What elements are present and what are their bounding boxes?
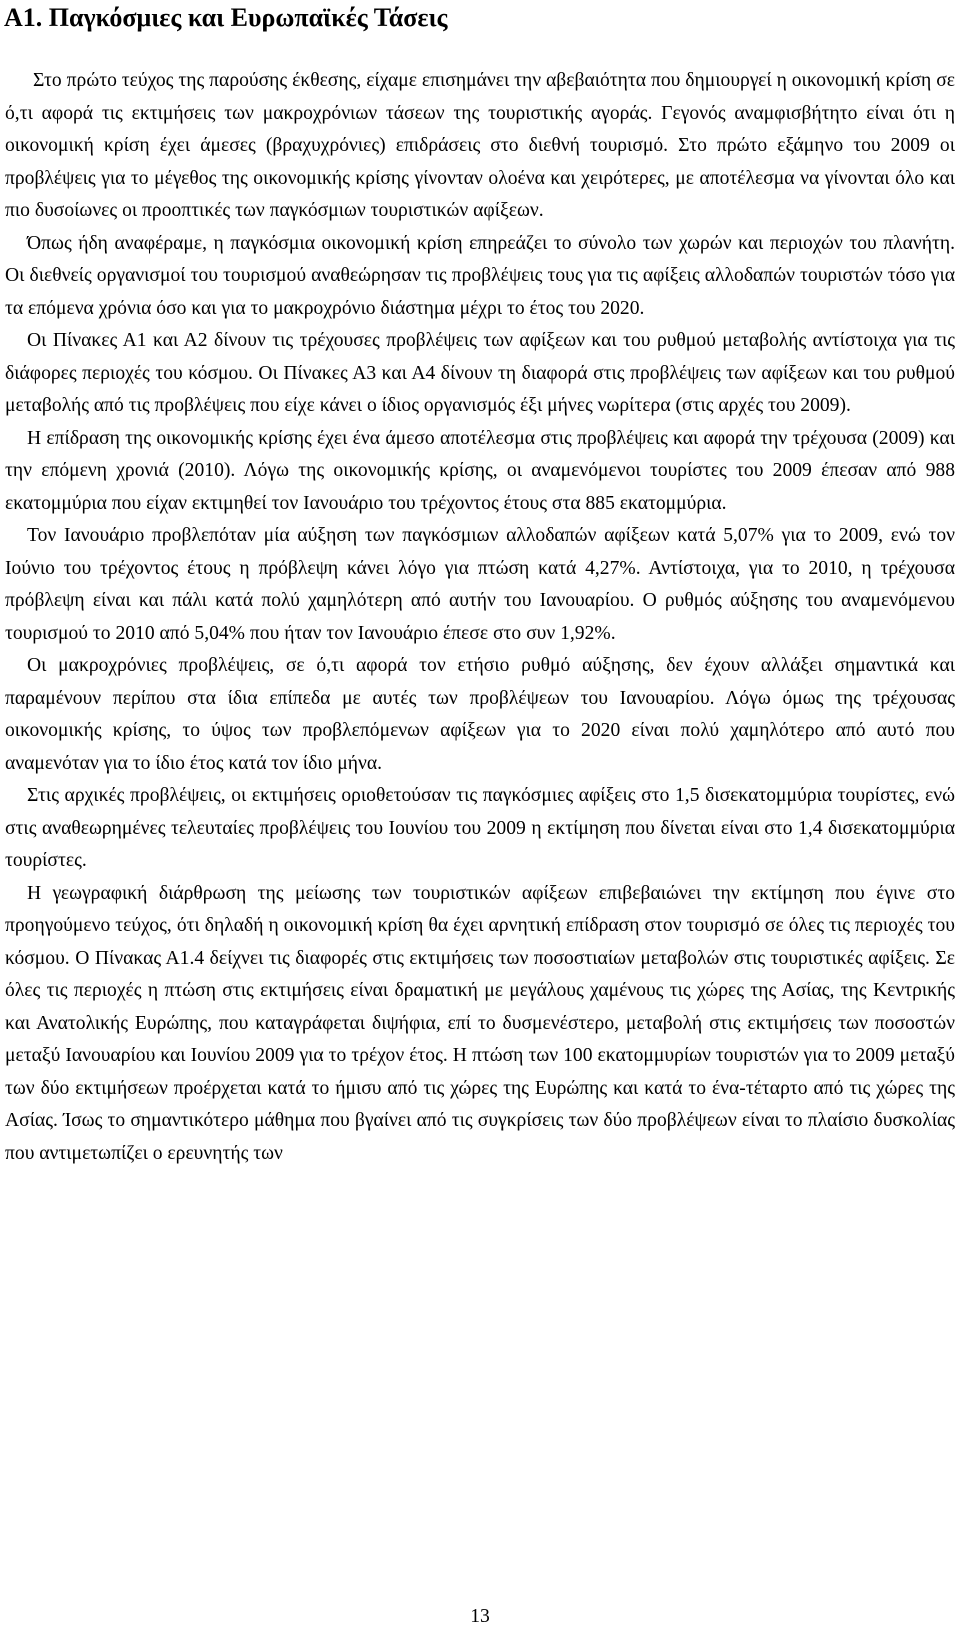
paragraph-initial-forecast: Στις αρχικές προβλέψεις, οι εκτιμήσεις οριοθετούσαν τις παγκόσμιες αφίξεις στο 1,5 δισεκατομμύρια τουρίστες, ενώ στις αναθεωρημένες τελευταίες προβλέψεις του Ιουνίου του 2009 η εκτίμηση που δίνεται είναι στο 1,4 δισεκατομμύρια τουρίστες. bbox=[5, 785, 955, 871]
paragraph-tables-reference: Οι Πίνακες Α1 και Α2 δίνουν τις τρέχουσες προβλέψεις των αφίξεων και του ρυθμού μεταβολής αντίστοιχα για τις διάφορες περιοχές του κόσμου. Οι Πίνακες Α3 και Α4 δίνουν τη διαφορά στις προβλέψεις των αφίξεων και του ρυθμού μεταβολής από τις προβλέψεις που είχε κάνει ο ίδιος οργανισμός έξι μήνες νωρίτερα (στις αρχές του 2009). bbox=[5, 330, 955, 416]
page-number: 13 bbox=[470, 1606, 490, 1627]
body-text bbox=[5, 65, 955, 1170]
paragraph-geographic-structure: Η γεωγραφική διάρθρωση της μείωσης των τουριστικών αφίξεων επιβεβαιώνει την εκτίμηση που έγινε στο προηγούμενο τεύχος, ότι δηλαδή η οικονομική κρίση θα έχει αρνητική επίδραση στον τουρισμό σε όλες τις περιοχές του κόσμου. Ο Πίνακας Α1.4 δείχνει τις διαφορές στις εκτιμήσεις των ποσοστιαίων μεταβολών στις τουριστικές αφίξεις. Σε όλες τις περιοχές η πτώση στις εκτιμήσεις είναι δραματική με μεγάλους χαμένους τις χώρες της Ασίας, της Κεντρικής και Ανατολικής Ευρώπης, που καταγράφεται διψήφια, επί το δυσμενέστερο, μεταβολή στις εκτιμήσεις των ποσοστών μεταξύ Ιανουαρίου και Ιουνίου 2009 για το τρέχον έτος. Η πτώση των 100 εκατομμυρίων τουριστών για το 2009 μεταξύ των δύο εκτιμήσεων προέρχεται κατά το ήμισυ από τις χώρες της Ευρώπης και κατά το ένα-τέταρτο από τις χώρες της Ασίας. Ίσως το σημαντικότερο μάθημα που βγαίνει από τις συγκρίσεις των δύο προβλέψεων είναι το πλαίσιο δυσκολίας που αντιμετωπίζει ο ερευνητής των bbox=[5, 882, 955, 1164]
paragraph-intro: Στο πρώτο τεύχος της παρούσης έκθεσης, είχαμε επισημάνει την αβεβαιότητα που δημιουργεί η οικονομική κρίση σε ό,τι αφορά τις εκτιμήσεις των μακροχρόνιων τάσεων της τουριστικής αγοράς. Γεγονός αναμφισβήτητο είναι ότι η οικονομική κρίση έχει άμεσες (βραχυχρόνιες) επιδράσεις στο διεθνή τουρισμό. Στο πρώτο εξάμηνο του 2009 οι προβλέψεις για το μέγεθος της οικονομικής κρίσης γίνονταν ολοένα και χειρότερες, με αποτέλεσμα να γίνονται όλο και πιο δυσοίωνες οι προοπτικές των παγκόσμιων τουριστικών αφίξεων. bbox=[5, 70, 955, 221]
section-heading: Α1. Παγκόσμιες και Ευρωπαϊκές Τάσεις bbox=[4, 3, 448, 32]
paragraph-long-term-forecast: Οι μακροχρόνιες προβλέψεις, σε ό,τι αφορά τον ετήσιο ρυθμό αύξησης, δεν έχουν αλλάξει σημαντικά και παραμένουν περίπου στα ίδια επίπεδα με αυτές των προβλέψεων του Ιανουαρίου. Λόγω όμως της τρέχουσας οικονομικής κρίσης, το ύψος των προβλεπόμενων αφίξεων για το 2020 είναι πολύ χαμηλότερο από αυτό που αναμενόταν για το ίδιο έτος κατά τον ίδιο μήνα. bbox=[5, 655, 955, 774]
paragraph-global-crisis: Όπως ήδη αναφέραμε, η παγκόσμια οικονομική κρίση επηρεάζει το σύνολο των χωρών και περιοχών του πλανήτη. Οι διεθνείς οργανισμοί του τουρισμού αναθεώρησαν τις προβλέψεις τους για τις αφίξεις αλλοδαπών τουριστών τόσο για τα επόμενα χρόνια όσο και για το μακροχρόνιο διάστημα μέχρι το έτος του 2020. bbox=[5, 232, 955, 319]
paragraph-growth-forecast: Τον Ιανουάριο προβλεπόταν μία αύξηση των παγκόσμιων αλλοδαπών αφίξεων κατά 5,07% για το 2009, ενώ τον Ιούνιο του τρέχοντος έτους η πρόβλεψη κάνει λόγο για πτώση κατά 4,27%. Αντίστοιχα, για το 2010, η τρέχουσα πρόβλεψη είναι και πάλι κατά πολύ χαμηλότερη από αυτήν του Ιανουαρίου. Ο ρυθμός αύξησης του αναμενόμενου τουρισμού το 2010 από 5,04% που ήταν τον Ιανουάριο έπεσε στο συν 1,92%. bbox=[5, 525, 955, 644]
paragraph-crisis-effect: Η επίδραση της οικονομικής κρίσης έχει ένα άμεσο αποτέλεσμα στις προβλέψεις και αφορά την τρέχουσα (2009) και την επόμενη χρονιά (2010). Λόγω της οικονομικής κρίσης, οι αναμενόμενοι τουρίστες του 2009 έπεσαν από 988 εκατομμύρια που είχαν εκτιμηθεί τον Ιανουάριο του τρέχοντος έτους στα 885 εκατομμύρια. bbox=[5, 427, 955, 514]
